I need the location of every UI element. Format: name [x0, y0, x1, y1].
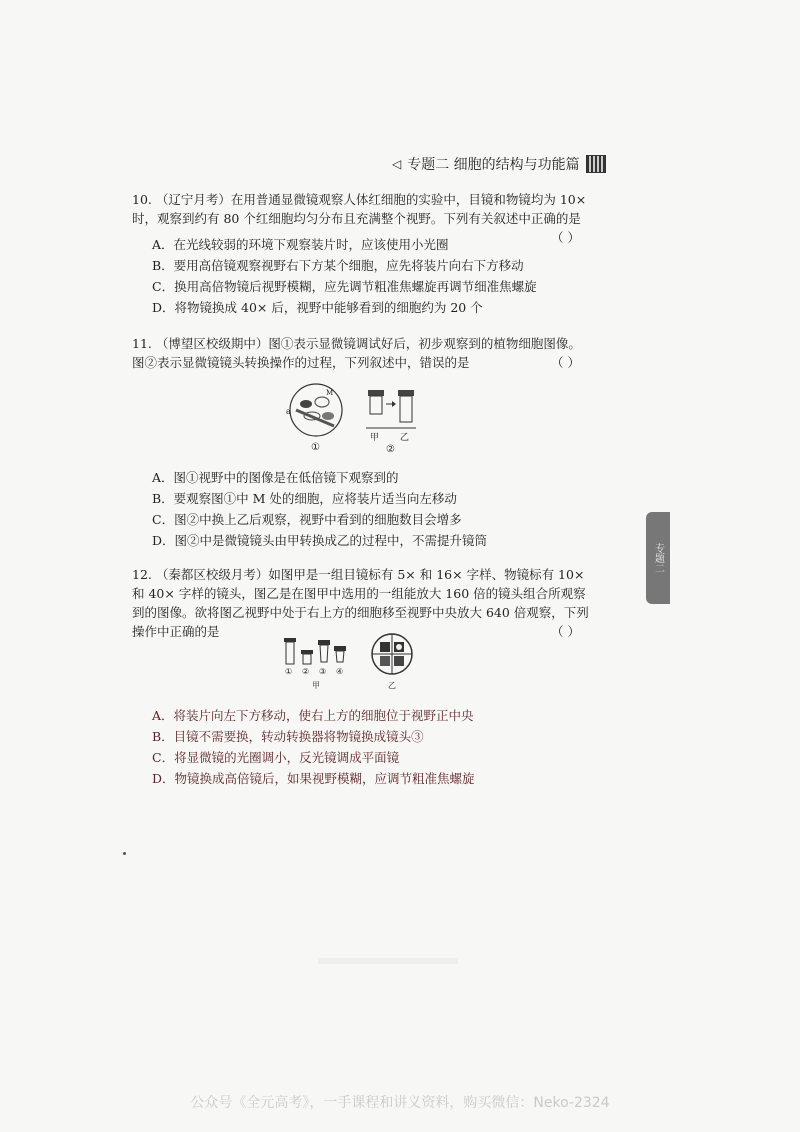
question-11 — [132, 334, 592, 372]
watermark-footer: 公众号《全元高考》，一手课程和讲义资料，购买微信：Neko-2324 — [190, 1095, 610, 1111]
lens-label-2: ② — [302, 667, 310, 676]
qr-code-icon — [586, 155, 606, 173]
option-d: D．图②中是微镜镜头由甲转换成乙的过程中，不需提升镜筒 — [152, 533, 488, 548]
label-yi: 乙 — [388, 681, 396, 690]
objective-4 — [336, 651, 344, 662]
option-a: A．图①视野中的图像是在低倍镜下观察到的 — [152, 470, 399, 485]
option-a: A．在光线较弱的环境下观察装片时，应该使用小光圈 — [152, 237, 449, 252]
triangle-left-icon: ◁ — [392, 157, 402, 171]
scan-speck — [123, 852, 126, 855]
cell-shape — [322, 412, 334, 420]
cell-shape — [300, 400, 312, 408]
option-d: D．物镜换成高倍镜后，如果视野模糊，应调节粗准焦螺旋 — [152, 771, 475, 786]
section-title: 专题二 细胞的结构与功能篇 — [407, 157, 580, 173]
options-list — [132, 705, 592, 789]
question-number: 10. — [132, 192, 152, 207]
label-a: a — [286, 407, 291, 416]
eyepiece-2 — [303, 654, 311, 664]
chapter-side-tab: 专题二 — [646, 512, 670, 604]
label-jia: 甲 — [370, 433, 380, 443]
question-10 — [132, 190, 592, 318]
question-11-options — [132, 461, 592, 551]
option-d: D．将物镜换成 40× 后，视野中能够看到的细胞约为 20 个 — [152, 300, 483, 315]
options-list — [132, 467, 592, 551]
eyepiece-1-top — [284, 638, 296, 642]
objective-yi — [400, 396, 412, 422]
objective-3 — [320, 645, 328, 662]
option-c: C．换用高倍物镜后视野模糊，应先调节粗准焦螺旋再调节细准焦螺旋 — [152, 279, 537, 294]
question-stem: （博望区校级期中）图①表示显微镜调试好后，初步观察到的植物细胞图像。图②表示显微镜镜头转换操作的过程，下列叙述中，错误的是 — [132, 336, 581, 370]
objective-yi-top — [398, 390, 414, 396]
option-a: A．将装片向左下方移动，使右上方的细胞位于视野正中央 — [152, 708, 474, 723]
objective-4-top — [334, 646, 346, 651]
cell-shape — [380, 642, 390, 652]
eyepiece-1 — [286, 642, 294, 664]
option-b: B．目镜不需要换，转动转换器将物镜换成镜头③ — [152, 729, 424, 744]
figure-label-1: ① — [311, 442, 320, 453]
question-12-options — [132, 699, 592, 789]
objective-3-top — [318, 640, 330, 645]
option-c: C．图②中换上乙后观察，视野中看到的细胞数目会增多 — [152, 512, 462, 527]
lens-label-3: ③ — [319, 667, 327, 676]
lens-label-4: ④ — [336, 667, 344, 676]
objective-jia — [370, 396, 382, 414]
eyepiece-2-top — [301, 650, 313, 654]
cell-shape — [394, 656, 404, 666]
cell-nucleus — [396, 644, 402, 650]
label-jia: 甲 — [312, 681, 320, 690]
lens-label-1: ① — [285, 667, 293, 676]
cell-shape — [380, 656, 390, 666]
answer-blank: （ ） — [551, 230, 580, 245]
question-12 — [132, 565, 592, 641]
cell-shape — [315, 397, 329, 407]
label-yi: 乙 — [400, 433, 410, 443]
option-b: B．要用高倍镜观察视野右下方某个细胞，应先将装片向右下方移动 — [152, 258, 524, 273]
option-b: B．要观察图①中 M 处的细胞，应将装片适当向左移动 — [152, 491, 457, 506]
scan-smudge — [318, 958, 458, 964]
answer-blank: （ ） — [551, 355, 580, 370]
arrow-head-icon — [392, 401, 396, 407]
question-number: 11. — [132, 336, 152, 351]
q12-figure — [280, 632, 430, 694]
answer-blank: （ ） — [551, 624, 580, 639]
figure-label-2: ② — [386, 444, 395, 455]
question-stem: （秦都区校级月考）如图甲是一组目镜标有 5× 和 16× 字样、物镜标有 10× 和 40× 字样的镜头，图乙是在图甲中选用的一组能放大 160 倍的镜头组合所观察到的图像。欲将图乙视野中处于右上方的细胞移至视野中央放大 640 倍观察，下列操作中正确的是 — [132, 567, 589, 639]
q11-figure — [282, 382, 432, 456]
label-m: M — [326, 389, 334, 397]
section-header — [392, 154, 606, 174]
objective-jia-top — [368, 390, 384, 396]
question-stem: （辽宁月考）在用普通显微镜观察人体红细胞的实验中，目镜和物镜均为 10× 时，观察到约有 80 个红细胞均匀分布且充满整个视野。下列有关叙述中正确的是 — [132, 192, 587, 226]
options-list — [132, 234, 592, 318]
option-c: C．将显微镜的光圈调小，反光镜调成平面镜 — [152, 750, 400, 765]
question-number: 12. — [132, 567, 152, 582]
